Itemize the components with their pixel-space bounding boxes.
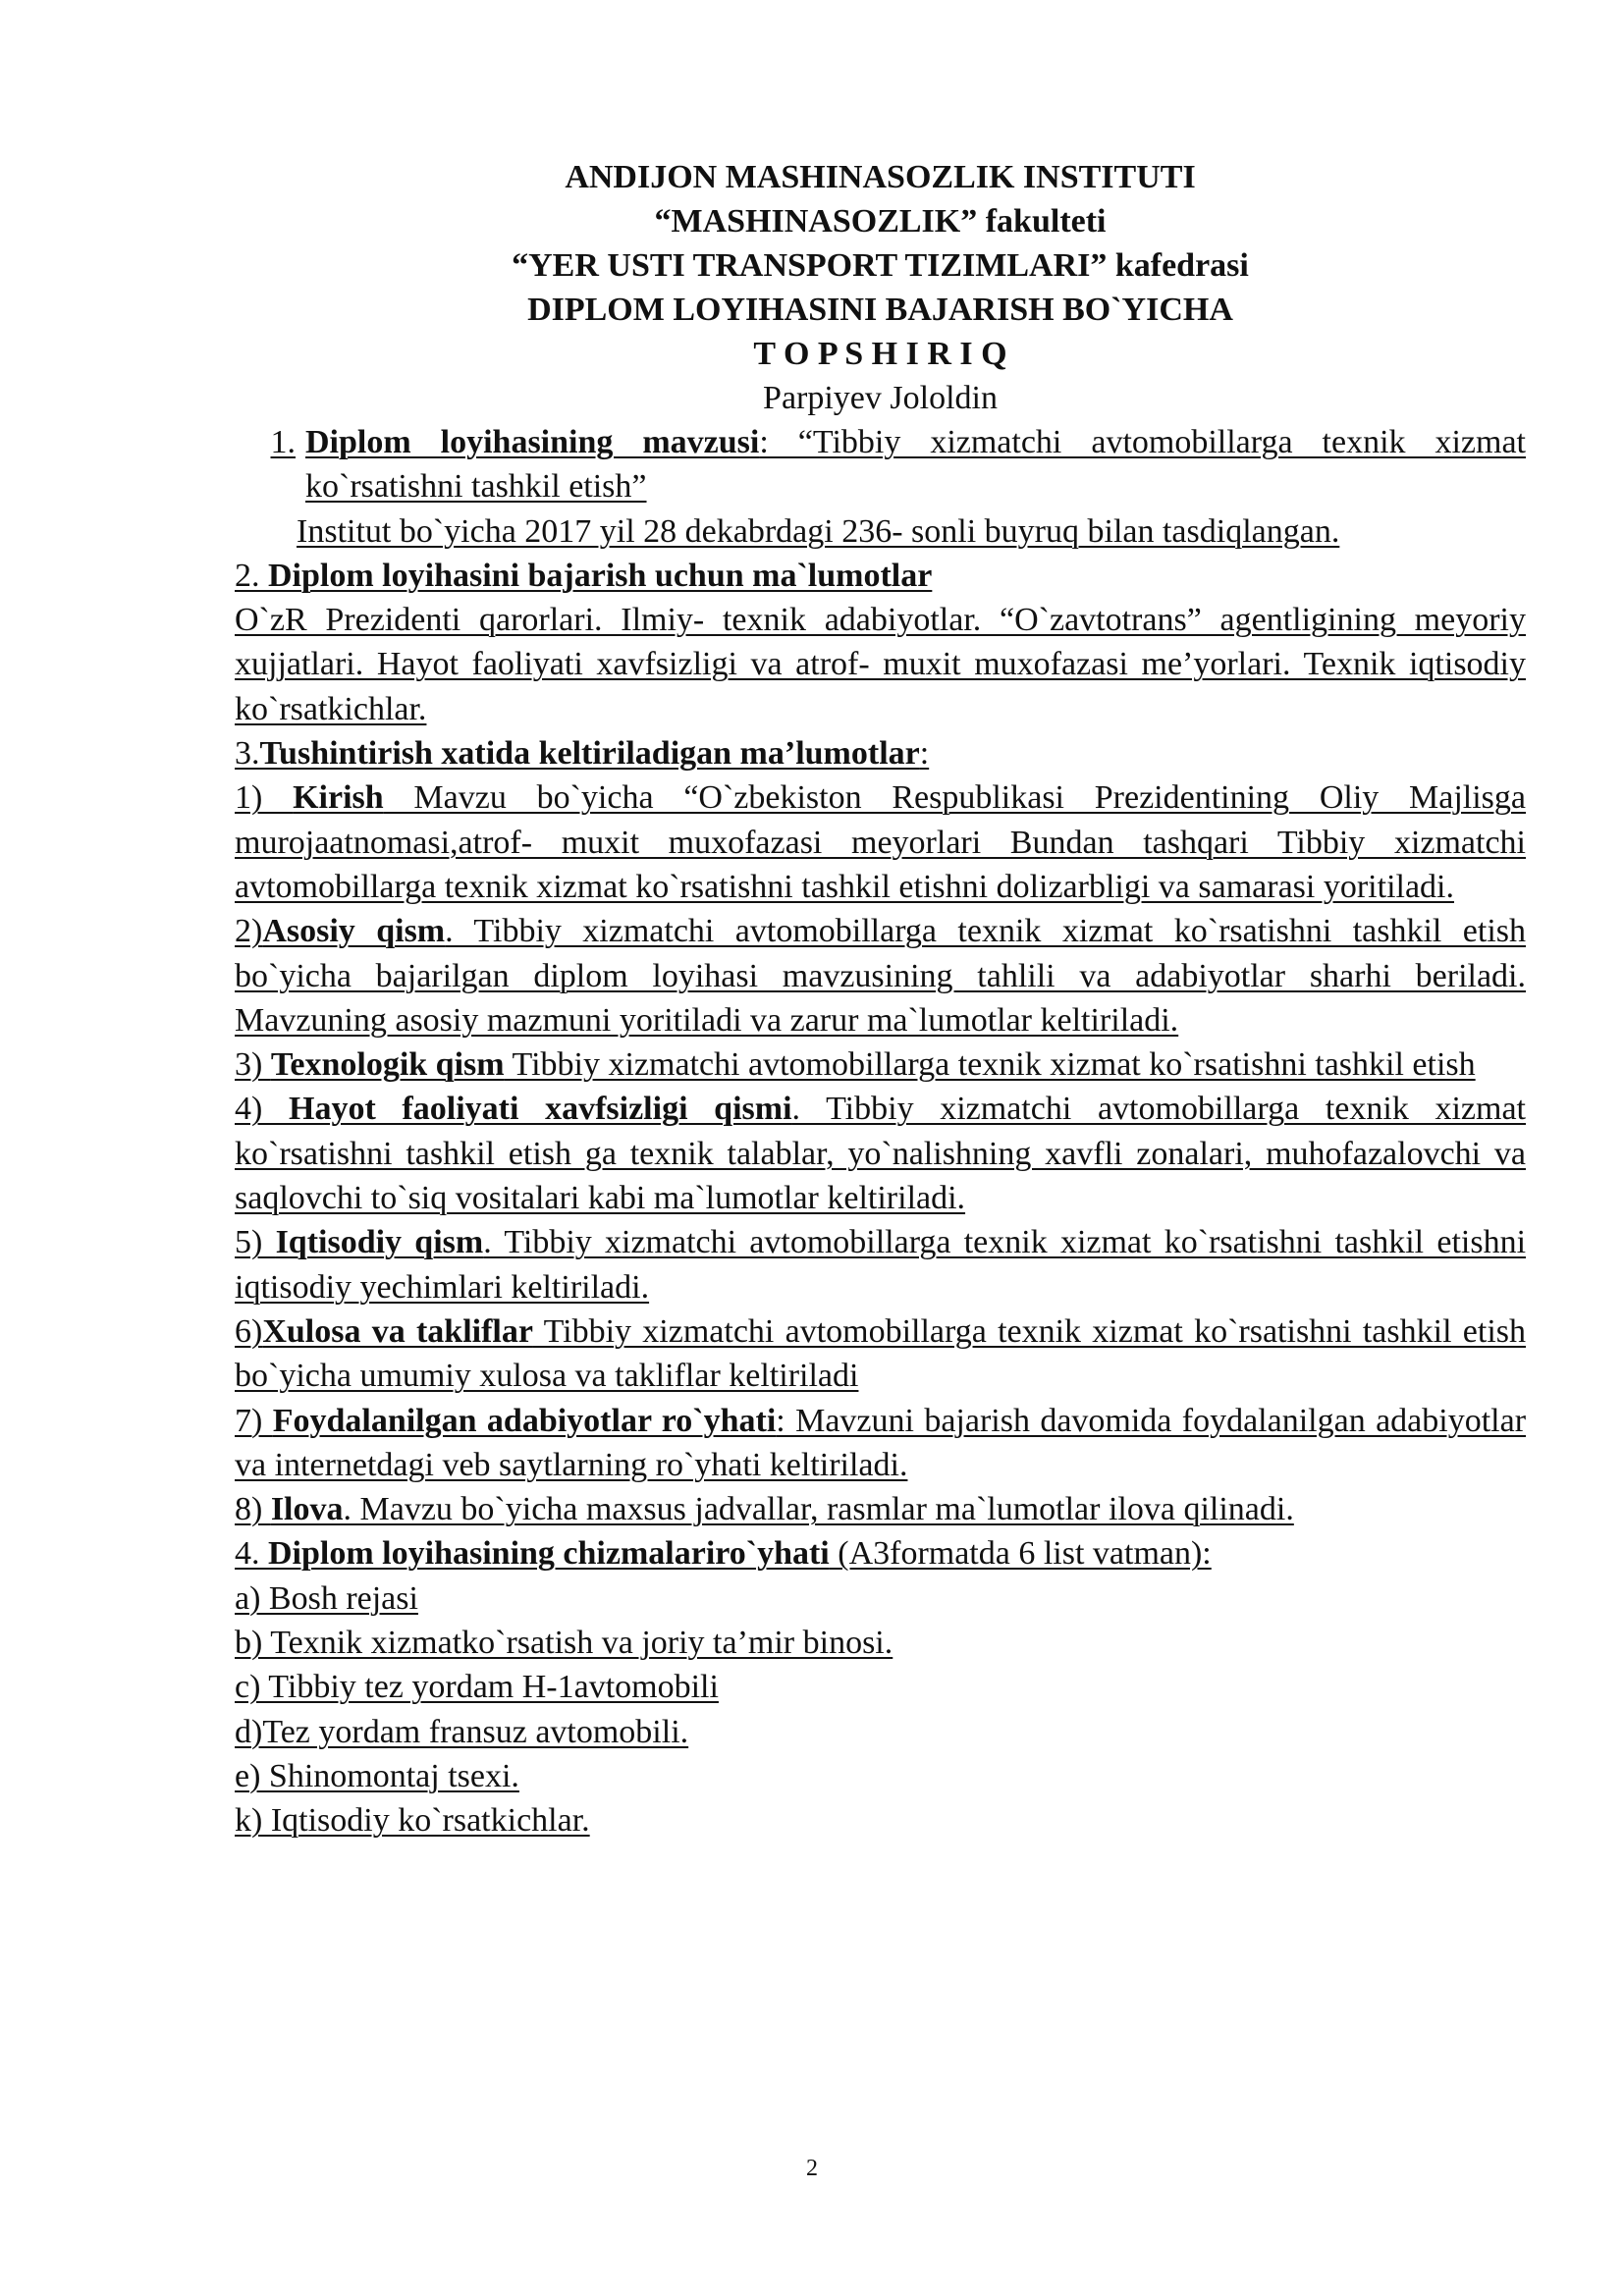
document-subtitle: DIPLOM LOYIHASINI BAJARISH BO`YICHA [527, 292, 1233, 328]
list-item [235, 1087, 1526, 1220]
list-item-heading: Texnologik qism [270, 1046, 505, 1084]
drawing-list-item: c) Tibbiy tez yordam H-1avtomobili [235, 1669, 719, 1706]
list-item-number: 3) [235, 1046, 271, 1084]
drawing-list-item: a) Bosh rejasi [235, 1579, 418, 1617]
section-1-heading: Diplom loyihasining mavzusi [305, 424, 760, 460]
section-4-number: 4. [235, 1535, 268, 1573]
section-3-number: 3. [235, 735, 260, 773]
list-item-text: Tibbiy xizmatchi avtomobillarga texnik xizmat ko`rsatishni tashkil etish [504, 1046, 1476, 1084]
list-item-heading: Asosiy qism [262, 913, 446, 950]
section-1-number: 1. [270, 424, 296, 460]
list-item [235, 1042, 1526, 1087]
list-item [235, 909, 1526, 1042]
section-2-text: O`zR Prezidenti qarorlari. Ilmiy- texnik adabiyotlar. “O`zavtotrans” agentligining meyoriy xujjatlari. Hayot faoliyati xavfsizligi va atrof- muxit muxofazasi me’yorlari. Texnik iqtisodiy ko`rsatkichlar. [235, 602, 1526, 727]
section-3-heading: Tushintirish xatida keltiriladigan ma’lumotlar [259, 735, 920, 773]
section-1-approval: Institut bo`yicha 2017 yil 28 dekabrdagi 236- sonli buyruq bilan tasdiqlangan. [297, 512, 1340, 550]
institute-name: ANDIJON MASHINASOZLIK INSTITUTI [565, 159, 1196, 195]
list-item-number: 1) [235, 779, 294, 817]
department-name: “YER USTI TRANSPORT TIZIMLARI” kafedrasi [512, 247, 1249, 284]
list-item-heading: Kirish [293, 779, 384, 817]
section-3-heading-line [235, 731, 1526, 775]
section-1 [235, 420, 1526, 509]
list-item [235, 1399, 1526, 1488]
list-item-number: 5) [235, 1224, 276, 1261]
section-2-heading: Diplom loyihasini bajarish uchun ma`lumotlar [268, 557, 933, 594]
list-item-heading: Iqtisodiy qism [275, 1224, 484, 1261]
list-item-heading: Xulosa va takliflar [262, 1312, 533, 1350]
faculty-name: “MASHINASOZLIK” fakulteti [654, 203, 1107, 240]
list-item-heading: Foydalanilgan adabiyotlar ro`yhati [272, 1402, 777, 1439]
list-item-number: 8) [235, 1491, 271, 1528]
list-item-text: Tibbiy xizmatchi avtomobillarga texnik xizmat ko`rsatishni tashkil etish bo`yicha umumiy xulosa va takliflar keltiriladi [235, 1312, 1526, 1395]
list-item-text: . Tibbiy xizmatchi avtomobillarga texnik xizmat ko`rsatishni tashkil etish bo`yicha bajarilgan diplom loyihasi mavzusining tahlili va adabiyotlar sharhi beriladi. Mavzuning asosiy mazmuni yoritiladi va zarur ma`lumotlar keltiriladi. [235, 913, 1526, 1039]
list-item-heading: Hayot faoliyati xavfsizligi qismi [289, 1091, 792, 1128]
drawing-list-item: b) Texnik xizmatko`rsatish va joriy ta’mir binosi. [235, 1625, 893, 1662]
list-item-text: . Tibbiy xizmatchi avtomobillarga texnik xizmat ko`rsatishni tashkil etishni iqtisodiy yechimlari keltiriladi. [235, 1224, 1527, 1306]
section-4-heading-line [235, 1531, 1526, 1575]
list-item-text: . Tibbiy xizmatchi avtomobillarga texnik xizmat ko`rsatishni tashkil etish ga texnik talablar, yo`nalishning xavfli zonalari, muhofazalovchi va saqlovchi to`siq vositalari kabi ma`lumotlar keltiriladi. [235, 1091, 1527, 1217]
list-item-heading: Ilova [270, 1491, 344, 1528]
document-page [235, 155, 1526, 1843]
section-1-topic: : “Tibbiy xizmatchi avtomobillarga texnik xizmat ko`rsatishni tashkil etish” [305, 424, 1527, 506]
section-2-heading-line [235, 554, 1526, 598]
section-4-format: (A3formatda 6 list vatman): [829, 1535, 1212, 1573]
list-item [235, 1487, 1526, 1531]
list-item-number: 6) [235, 1312, 263, 1350]
page-number: 2 [806, 2156, 818, 2181]
section-4-heading: Diplom loyihasining chizmalariro`yhati [268, 1535, 830, 1573]
list-item-text: : Mavzuni bajarish davomida foydalanilgan adabiyotlar va internetdagi veb saytlarning ro`yhati keltiriladi. [235, 1402, 1527, 1483]
student-name: Parpiyev Jololdin [763, 380, 998, 416]
list-item-number: 7) [235, 1402, 273, 1439]
document-title: T O P S H I R I Q [753, 336, 1007, 372]
section-3-colon: : [919, 735, 930, 773]
drawing-list-item: d)Tez yordam fransuz avtomobili. [235, 1713, 689, 1750]
list-item-text: Mavzu bo`yicha “O`zbekiston Respublikasi Prezidentining Oliy Majlisga murojaatnomasi,atrof- muxit muxofazasi meyorlari Bundan tashqari Tibbiy xizmatchi avtomobillarga texnik xizmat ko`rsatishni tashkil etishni dolizarbligi va samarasi yoritiladi. [235, 779, 1527, 905]
list-item-text: . Mavzu bo`yicha maxsus jadvallar, rasmlar ma`lumotlar ilova qilinadi. [343, 1491, 1294, 1528]
list-item [235, 1309, 1526, 1399]
list-item [235, 775, 1526, 909]
section-1-text [305, 420, 1526, 509]
drawing-list-item: e) Shinomontaj tsexi. [235, 1757, 519, 1794]
drawing-list-item: k) Iqtisodiy ko`rsatkichlar. [235, 1802, 590, 1840]
list-item-number: 4) [235, 1091, 289, 1128]
list-item [235, 1220, 1526, 1309]
list-item-number: 2) [235, 913, 263, 950]
section-2-number: 2. [235, 557, 268, 594]
